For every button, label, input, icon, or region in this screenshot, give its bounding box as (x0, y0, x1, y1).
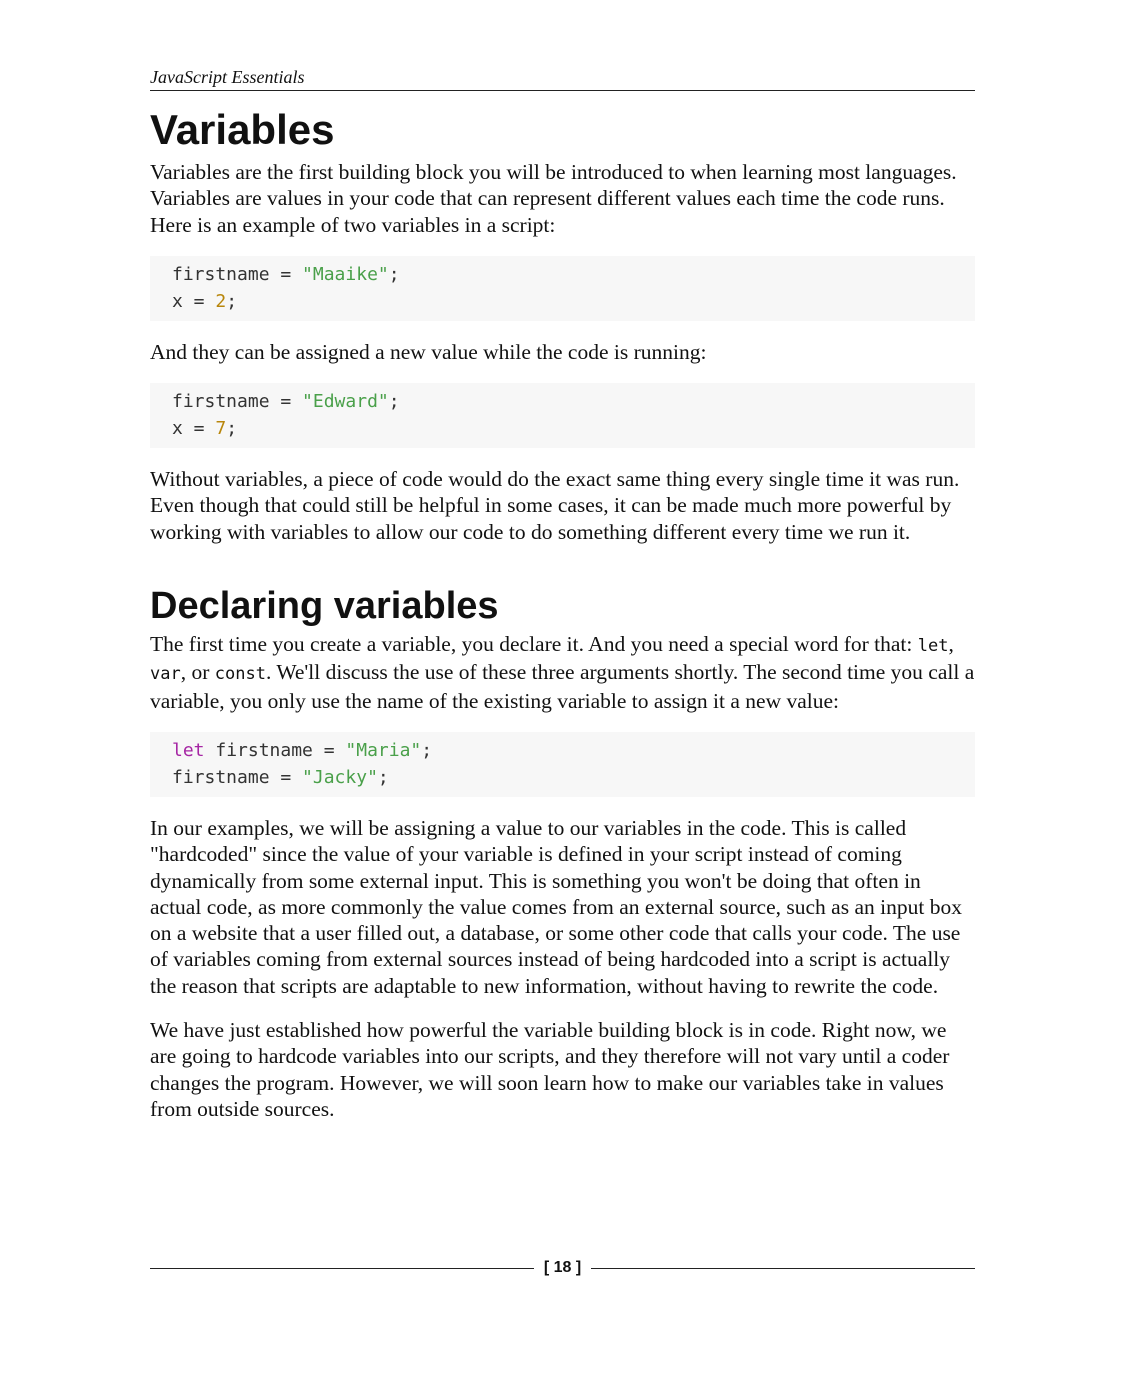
text-run: , or (180, 660, 215, 685)
footer-rule-right (591, 1268, 975, 1269)
page-body (150, 64, 975, 1122)
text-run: , (948, 632, 954, 657)
paragraph-declaring-intro (150, 631, 975, 714)
text-run: . We'll discuss the use of these three arguments shortly. The second time you call a variable, you only use the name of the existing variable to assign it a new value: (150, 660, 975, 713)
footer-rule-left (150, 1268, 534, 1269)
code-string: "Jacky" (302, 766, 378, 788)
code-block-1 (150, 256, 975, 321)
code-text: x = (172, 290, 216, 312)
code-string: "Edward" (302, 391, 389, 413)
page-number: [ 18 ] (543, 1259, 582, 1276)
section-heading-variables: Variables (150, 106, 335, 153)
inline-code-var: var (150, 664, 181, 685)
paragraph-reassign: And they can be assigned a new value while the code is running: (150, 339, 707, 364)
code-text: ; (421, 739, 433, 761)
code-block-3 (150, 732, 975, 797)
paragraph-variables-outro: Without variables, a piece of code would do the exact same thing every single time it was run. Even though that could still be helpful in some cases, it can be made much more powerful by working with variables to allow our code to do something different every time we run it. (150, 467, 960, 544)
inline-code-const: const (214, 664, 266, 685)
code-number: 7 (215, 418, 227, 440)
code-text: ; (388, 391, 400, 413)
code-text: ; (377, 766, 389, 788)
code-keyword: let (172, 739, 205, 761)
code-text: firstname = (172, 391, 303, 413)
paragraph-variables-intro: Variables are the first building block you will be introduced to when learning most languages. Variables are values in your code that can represent different values each time the code runs. Here is an example of two variables in a script: (150, 160, 957, 237)
text-run: The first time you create a variable, you declare it. And you need a special word for that: (150, 632, 918, 657)
code-text: firstname = (172, 766, 303, 788)
section-heading-declaring: Declaring variables (150, 585, 499, 628)
code-text: ; (226, 290, 238, 312)
paragraph-hardcoded: In our examples, we will be assigning a value to our variables in the code. This is called "hardcoded" since the value of your variable is defined in your script instead of coming dynamically from some external input. This is something you won't be doing that often in actual code, as more commonly the value comes from an external source, such as an input box on a website that a user filled out, a database, or some other code that calls your code. The use of variables coming from external sources instead of being hardcoded into a script is actually the reason that scripts are adaptable to new information, without having to rewrite the code. (150, 815, 962, 998)
code-text: firstname = (172, 263, 303, 285)
running-header: JavaScript Essentials (150, 64, 975, 91)
paragraph-building-block: We have just established how powerful the variable building block is in code. Right now, we are going to hardcode variables into our scripts, and they therefore will not vary until a coder changes the program. However, we will soon learn how to make our variables take in values from outside sources. (150, 1018, 950, 1121)
code-text: x = (172, 418, 216, 440)
page-footer (150, 1255, 975, 1281)
code-string: "Maria" (345, 739, 422, 761)
code-string: "Maaike" (302, 263, 389, 285)
code-text: ; (388, 263, 400, 285)
inline-code-let: let (917, 636, 949, 657)
code-number: 2 (215, 290, 227, 312)
code-block-2 (150, 383, 975, 448)
code-text: firstname = (204, 739, 346, 761)
code-text: ; (226, 418, 238, 440)
